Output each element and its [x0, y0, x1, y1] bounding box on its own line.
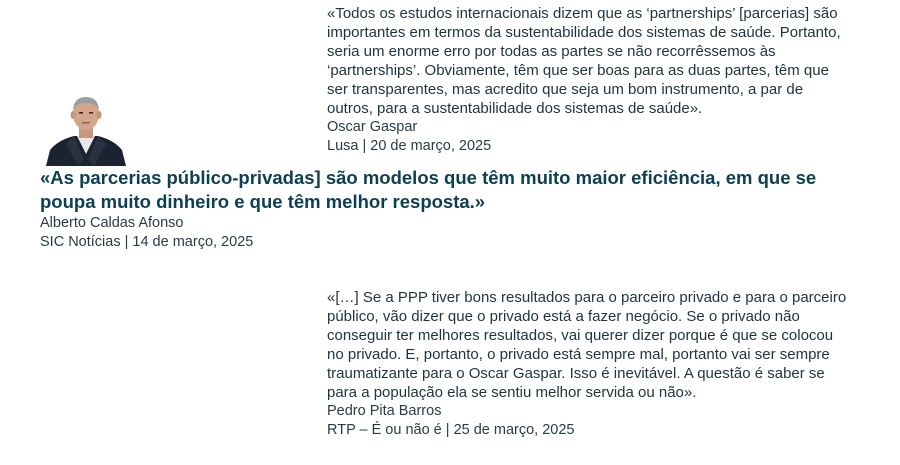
quote-text: «Todos os estudos internacionais dizem que as ‘partnerships’ [parcerias] são importantes em termos da sustentabilidade dos sistemas de saúde. Portanto, seria um enorme erro por todas as partes se não recorrêssemos às ‘partnerships’. Obviamente, têm que ser boas para as duas partes, têm que ser transparentes, mas acredito que seja um bom instrumento, a par de outros, para a sustentabilidade dos sistemas de saúde».	[327, 5, 841, 117]
quote-author: Alberto Caldas Afonso	[40, 215, 184, 231]
quote-author: Oscar Gaspar	[327, 119, 418, 135]
speaker-portrait	[44, 94, 128, 166]
quote-source: RTP – É ou não é | 25 de março, 2025	[327, 422, 575, 438]
quote-pedro-pita-barros	[327, 288, 847, 440]
quote-oscar-gaspar	[327, 4, 847, 156]
quote-source: Lusa | 20 de março, 2025	[327, 138, 492, 154]
highlight-quote-text: «As parcerias público-privadas] são modelos que têm muito maior eficiência, em que se poupa muito dinheiro e que têm melhor resposta.»	[40, 167, 817, 212]
quote-text: «[…] Se a PPP tiver bons resultados para o parceiro privado e para o parceiro público, vão dizer que o privado está a fazer negócio. Se o privado não conseguir ter melhores resultados, vai querer dizer porque é que se colocou no privado. E, portanto, o privado está sempre mal, portanto vai ser sempre traumatizante para o Oscar Gaspar. Isso é inevitável. A questão é saber se para a população ela se sentiu melhor servida ou não».	[327, 289, 847, 401]
quote-alberto-caldas-afonso	[40, 166, 840, 252]
quote-source: SIC Notícias | 14 de março, 2025	[40, 234, 254, 250]
quote-author: Pedro Pita Barros	[327, 403, 442, 419]
portrait-image	[44, 94, 128, 166]
